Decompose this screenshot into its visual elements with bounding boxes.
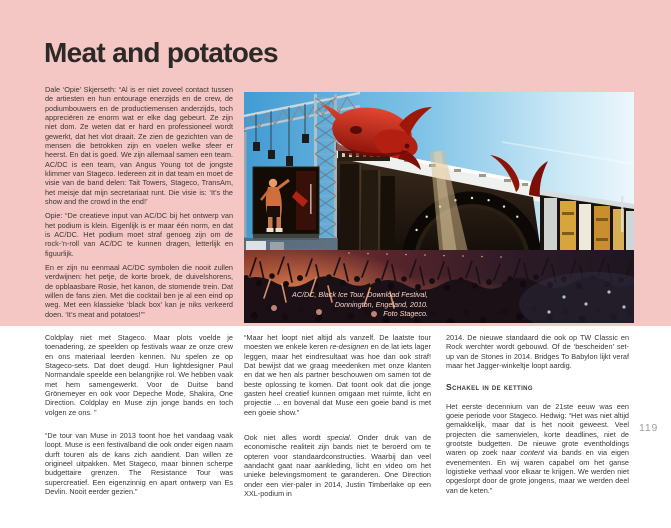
column-1-white-section [45,333,233,510]
paragraph-opie-quote: Opie: “De creatieve input van AC/DC bij het ontwerp van het podium is klein. Eigenlijk is er maar één norm, en dat is AC/DC. Het podium moet straf genoeg zijn om de rock-’n-roll van AC/DC te kunnen dragen, letterlijk en figuurlijk. [45,211,233,258]
page-title: Meat and potatoes [44,37,278,68]
column-3 [446,333,629,508]
stage-photo-illustration [244,92,634,323]
caption-line: AC/DC, Black Ice Tour, Download Festival, [292,290,428,300]
paragraph-special: Ook niet alles wordt special. Onder druk van de economische realiteit zijn bands niet te beroerd om te opteren voor standaardconstructies. Waarbij dan veel aandacht gaat naar aankleding, licht en video om het unieke belevingsmoment te garanderen. One Direction onder een vier-paler in 2014, Justin Timberlake op een XXL-podium in [244,432,432,498]
page-number: 119 [639,422,659,434]
caption-line: Foto Stageco. [383,308,428,318]
paragraph-nieuwe-standaard: 2014. De nieuwe standaard die ook op TW Classic en Rock werchter wordt gebouwd. Of de ‘bescheiden’ set-up van de Stones in 2014. Bridges To Babylon lijkt veraf maar het Jagger-winkeltje loopt aardig. [446,333,629,370]
paragraph-schakel: Het eerste decennium van de 21ste eeuw was een goeie periode voor Stageco. Hedwig: “Het was niet altijd gemakkelijk, maar dat is het nooit geweest. Veel projecten die samenvielen, korte deadlines, niet de grootste budgetten. De nieuwe grote eventholdings waren op zoek naar content via bands en via eigen evenementen. En wij waren capabel om het ganse logistieke verhaal voor elkaar te krijgen. We werden niet opgeslorpt door de grote jongens, maar we werden deel van de keten.” [446,401,629,495]
caption-line: Donnington, Engeland, 2010. [334,299,428,309]
speaker-stacks [340,164,395,260]
paragraph-skjerseth-quote: Dale ‘Opie’ Skjerseth: “Al is er niet zoveel contact tussen de artiesten en hun entourage enerzijds en de crew, de podiumbouwers en de productiemensen anderzijds, toch appreciëren ze enorm wat er elke dag gebeurt. Ze zijn niet dom. Ze weten dat er hard en professioneel wordt gewerkt, dat het vlot draait. Ze zien de gezichten van de mensen die betrokken zijn en voelen welke sfeer er heerst. En dat is goed. We zijn allemaal samen een team. AC/DC is een team, van Angus Young tot de jongste klimmer van Stageco. Iedereen zit in dat team en moet de visie van de band delen: Tait Towers, Stageco, TransAm, het meisje dat mijn secretariaat runt. Die visie is: ‘It’s the show and the crowd in the end!’ [45,85,233,206]
column-2 [244,333,431,514]
paragraph-acdc-symbols: En er zijn nu eenmaal AC/DC symbolen die nooit zullen verdwijnen: het petje, de korte broek, de duivelshorens, de opblaasbare Rosie, het kanon, de stomende trein. Dat willen de fans zien. Met die cocktail ben je al een eind op weg. Met een klassieke ‘black box’ kan je niks verkeerd doen. ‘It’s meat and potatoes!’” [45,262,233,319]
photo-caption [292,290,428,318]
paragraph-coldplay: Coldplay niet met Stageco. Maar plots voelde je toenadering, ze speelden op festivals waar ze onze crew en ons materiaal leerden kennen. Nu spelen ze op Stageco-sets. Dat doet deugd. Hun lightdesigner Paul Normandale speelde een belangrijke rol. We hebben vaak met hem samengewerkt. Voor de Duitse band Grönemeyer en ook voor Depeche Mode, Shakira, One Direction. Coldplay en Muse zijn jonge bands en toch volgen ze ons. ” [45,333,233,417]
paragraph-redesign: “Maar het loopt niet altijd als vanzelf. De laatste tour moesten we enkele keren re-designen en de lat iets lager leggen, maar het eindresultaat was hoe dan ook straf! Dat bewijst dat we graag meedenken met onze klanten en dat we hen als partner beschouwen om samen tot de beste oplossing te komen. Dat toont ook dat die jonge gasten heel creatief kunnen omgaan met ruimte, licht en projectie ... en bovenal dat Muse een goeie band is met een goeie show.” [244,333,431,417]
section-heading: Schakel in de ketting [446,382,533,393]
paragraph-muse-tour: “De tour van Muse in 2013 toont hoe het vandaag vaak loopt. Muse is een festivalband die ook onder eigen naam durft touren als de kans zich aandient. Dan willen ze origineel uitpakken. Met Stageco, maar binnen scherpe budgettaire grenzen. The Resistance Tour was supercreatief. Een eigenzinnig en apart ontwerp van Es Devlin. Nooit eerder gezien.” [45,430,233,496]
video-screen [253,167,319,240]
column-1-pink-section [45,85,233,324]
concert-photo [244,92,634,323]
